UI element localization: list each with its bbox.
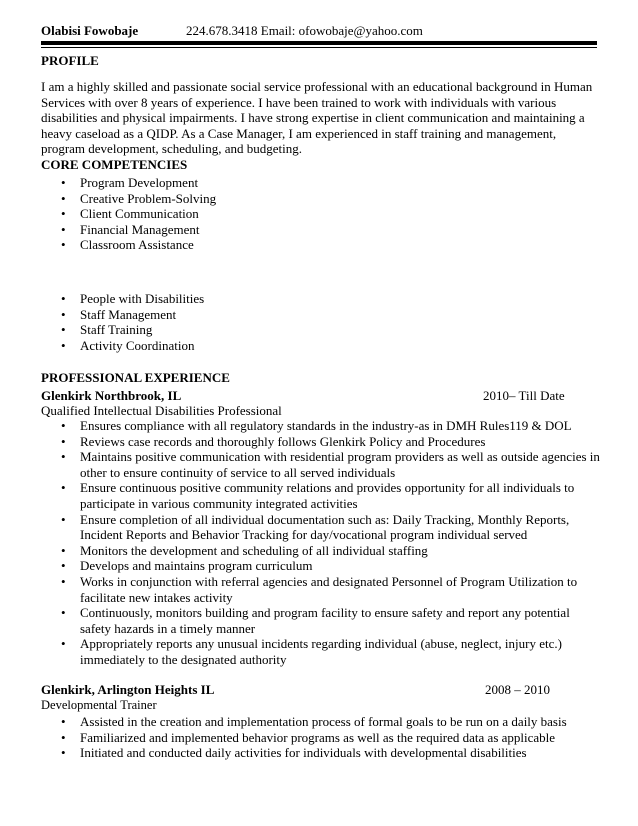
header-rule-thick	[41, 41, 597, 45]
competencies-list-spaced	[61, 175, 461, 253]
list-item: • Program Development	[61, 175, 461, 191]
list-item: • Appropriately reports any unusual incidents regarding individual (abuse, neglect, injury etc.) immediately to the designated authority	[61, 636, 601, 667]
job-2-dates: 2008 – 2010	[485, 682, 550, 697]
list-item: • Ensure completion of all individual documentation such as: Daily Tracking, Monthly Reports, Incident Reports and Behavior Tracking for day/vocational program individual served	[61, 512, 601, 543]
list-item: • Classroom Assistance	[61, 237, 461, 253]
job-1-dates: 2010– Till Date	[483, 388, 565, 403]
list-item: • People with Disabilities	[61, 291, 461, 307]
contact-info: 224.678.3418 Email: ofowobaje@yahoo.com	[186, 23, 423, 38]
competencies-list-compact	[61, 291, 461, 353]
experience-heading: PROFESSIONAL EXPERIENCE	[41, 370, 230, 385]
list-item: • Reviews case records and thoroughly follows Glenkirk Policy and Procedures	[61, 434, 601, 450]
list-item: • Monitors the development and scheduling of all individual staffing	[61, 543, 601, 559]
list-item: • Familiarized and implemented behavior programs as well as the required data as applicable	[61, 730, 601, 746]
list-item: • Develops and maintains program curriculum	[61, 558, 601, 574]
job-1-header	[41, 388, 601, 404]
list-item: • Staff Management	[61, 307, 461, 323]
list-item: • Continuously, monitors building and program facility to ensure safety and report any potential safety hazards in a timely manner	[61, 605, 601, 636]
profile-heading: PROFILE	[41, 53, 99, 68]
profile-text: I am a highly skilled and passionate social service professional with an educational background in Human Services with over 8 years of experience. I have been trained to work with individuals with various disabilities and physical impairments. I have strong expertise in client communication and maintaining a heavy caseload as a QIDP. As a Case Manager, I am experienced in staff training and management, program development, scheduling, and budgeting.	[41, 79, 593, 157]
list-item: • Ensures compliance with all regulatory standards in the industry-as in DMH Rules119 & DOL	[61, 418, 601, 434]
list-item: • Maintains positive communication with residential program providers as well as outside agencies in other to ensure continuity of service to all served individuals	[61, 449, 601, 480]
job-1-org: Glenkirk Northbrook, IL	[41, 388, 182, 403]
list-item: • Client Communication	[61, 206, 461, 222]
list-item: • Financial Management	[61, 222, 461, 238]
list-item: • Initiated and conducted daily activities for individuals with developmental disabilities	[61, 745, 601, 761]
competencies-heading: CORE COMPETENCIES	[41, 157, 188, 172]
job-2-header	[41, 682, 601, 698]
list-item: • Creative Problem-Solving	[61, 191, 461, 207]
resume-header	[41, 21, 601, 41]
header-rule-thin	[41, 47, 597, 48]
list-item: • Activity Coordination	[61, 338, 461, 354]
job-2-org: Glenkirk, Arlington Heights IL	[41, 682, 215, 697]
list-item: • Ensure continuous positive community relations and provides opportunity for all individuals to participate in various community integrated activities	[61, 480, 601, 511]
job-1-duties	[61, 418, 601, 668]
job-2-role: Developmental Trainer	[41, 698, 157, 712]
job-2-duties	[61, 714, 601, 761]
candidate-name: Olabisi Fowobaje	[41, 23, 139, 38]
list-item: • Staff Training	[61, 322, 461, 338]
job-1-role: Qualified Intellectual Disabilities Professional	[41, 403, 282, 418]
list-item: • Assisted in the creation and implementation process of formal goals to be run on a daily basis	[61, 714, 601, 730]
list-item: • Works in conjunction with referral agencies and designated Personnel of Program Utilization to facilitate new intakes activity	[61, 574, 601, 605]
